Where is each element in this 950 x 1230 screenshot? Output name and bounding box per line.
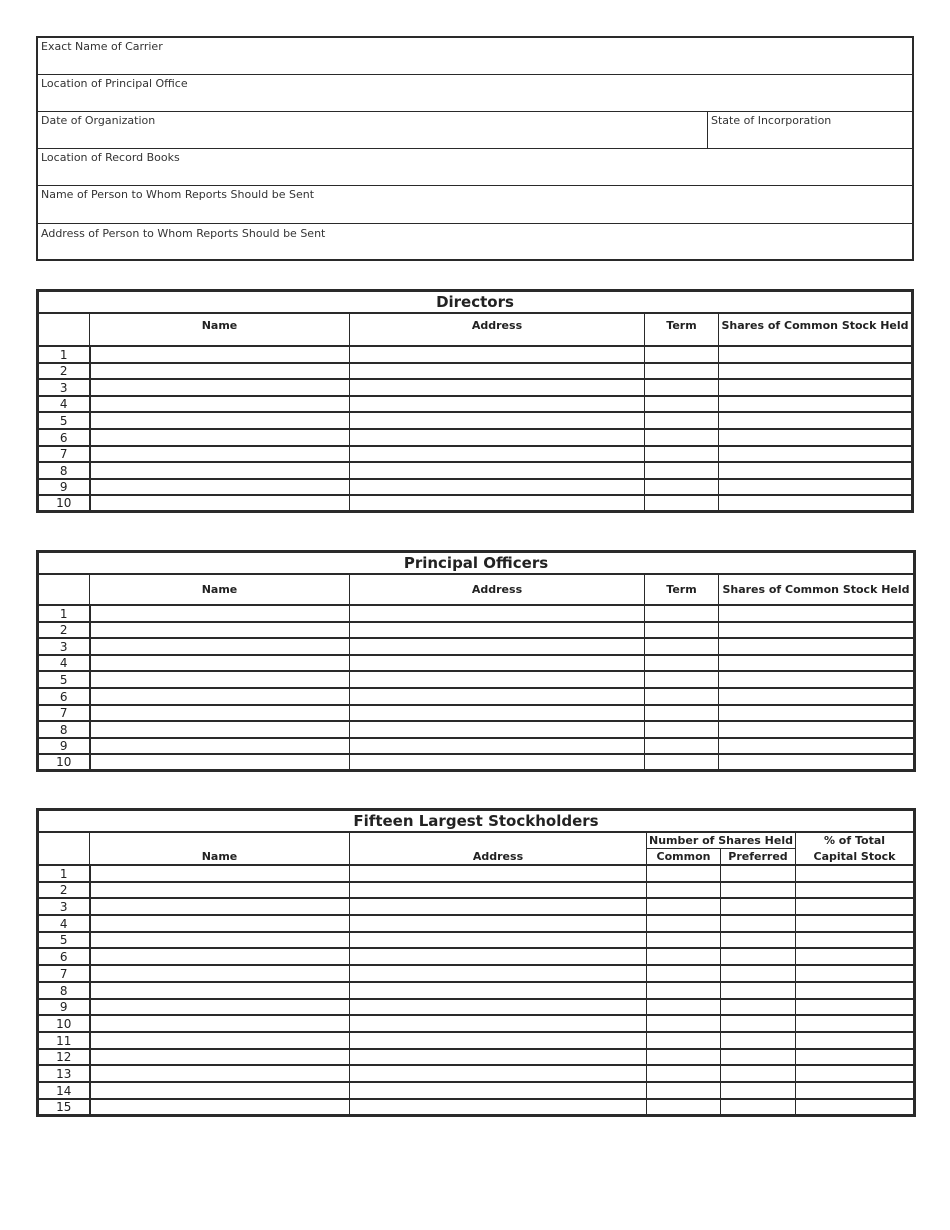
director-term-cell[interactable] [645, 363, 719, 380]
director-row-number: 1 [38, 346, 90, 363]
director-name-cell[interactable] [90, 412, 350, 429]
officer-term-cell[interactable] [645, 754, 719, 771]
record-books-field[interactable] [38, 164, 912, 186]
stockholder-common-cell[interactable] [647, 948, 721, 965]
stockholder-address-cell[interactable] [350, 932, 647, 949]
stockholder-row [38, 915, 915, 932]
directors-rownum-header [38, 313, 90, 346]
stockholder-row [38, 999, 915, 1016]
stockholder-pct-cell[interactable] [796, 1065, 915, 1082]
stockholder-pct-cell[interactable] [796, 948, 915, 965]
director-row [38, 446, 913, 463]
officer-row-number: 6 [38, 688, 90, 705]
officer-row [38, 705, 915, 722]
stockholder-row [38, 882, 915, 899]
stockholder-row-number: 13 [38, 1065, 90, 1082]
officer-term-cell[interactable] [645, 705, 719, 722]
stockholder-address-cell[interactable] [350, 1015, 647, 1032]
officer-term-cell[interactable] [645, 655, 719, 672]
stockholder-preferred-cell[interactable] [721, 1049, 796, 1066]
director-term-cell[interactable] [645, 412, 719, 429]
director-address-cell[interactable] [350, 363, 645, 380]
officer-name-cell[interactable] [90, 671, 350, 688]
stockholder-name-cell[interactable] [90, 1049, 350, 1066]
directors-body [38, 346, 913, 512]
stockholder-pct-cell[interactable] [796, 898, 915, 915]
stockholder-preferred-cell[interactable] [721, 1015, 796, 1032]
officer-name-cell[interactable] [90, 721, 350, 738]
officer-address-cell[interactable] [350, 622, 645, 639]
stockholder-pct-cell[interactable] [796, 882, 915, 899]
stockholder-name-cell[interactable] [90, 1015, 350, 1032]
director-name-cell[interactable] [90, 363, 350, 380]
officer-address-cell[interactable] [350, 738, 645, 755]
stockholder-common-cell[interactable] [647, 1032, 721, 1049]
stockholder-name-cell[interactable] [90, 948, 350, 965]
director-row [38, 396, 913, 413]
director-name-cell[interactable] [90, 495, 350, 512]
report-address-row [38, 223, 912, 258]
officer-name-cell[interactable] [90, 638, 350, 655]
stockholder-row-number: 2 [38, 882, 90, 899]
officer-row-number: 9 [38, 738, 90, 755]
directors-shares-header: Shares of Common Stock Held [719, 313, 913, 346]
preferred-shares-header: Preferred [721, 849, 796, 866]
director-address-cell[interactable] [350, 495, 645, 512]
stockholder-row [38, 965, 915, 982]
stockholder-name-cell[interactable] [90, 865, 350, 882]
stockholder-row-number: 9 [38, 999, 90, 1016]
officer-row [38, 738, 915, 755]
directors-address-header: Address [350, 313, 645, 346]
director-name-cell[interactable] [90, 429, 350, 446]
director-row-number: 6 [38, 429, 90, 446]
stockholder-name-cell[interactable] [90, 965, 350, 982]
stockholder-row [38, 1065, 915, 1082]
stockholder-preferred-cell[interactable] [721, 865, 796, 882]
stockholder-common-cell[interactable] [647, 1099, 721, 1116]
officer-term-cell[interactable] [645, 638, 719, 655]
officer-term-cell[interactable] [645, 738, 719, 755]
officer-row [38, 721, 915, 738]
officer-shares-cell[interactable] [719, 721, 915, 738]
director-row-number: 10 [38, 495, 90, 512]
date-organization-label: Date of Organization [41, 114, 156, 127]
stockholder-name-cell[interactable] [90, 1032, 350, 1049]
stockholder-row-number: 7 [38, 965, 90, 982]
director-address-cell[interactable] [350, 462, 645, 479]
officer-name-cell[interactable] [90, 738, 350, 755]
stockholder-address-cell[interactable] [350, 1065, 647, 1082]
director-address-cell[interactable] [350, 396, 645, 413]
officers-rownum-header [38, 574, 90, 605]
officer-term-cell[interactable] [645, 688, 719, 705]
director-name-cell[interactable] [90, 446, 350, 463]
stockholder-preferred-cell[interactable] [721, 915, 796, 932]
stockholder-row-number: 10 [38, 1015, 90, 1032]
stockholder-preferred-cell[interactable] [721, 982, 796, 999]
common-shares-header: Common [647, 849, 721, 866]
director-term-cell[interactable] [645, 462, 719, 479]
stockholder-name-cell[interactable] [90, 1082, 350, 1099]
column-divider [707, 112, 708, 149]
stockholder-name-cell[interactable] [90, 882, 350, 899]
stockholder-address-cell[interactable] [350, 915, 647, 932]
director-address-cell[interactable] [350, 479, 645, 496]
stockholder-preferred-cell[interactable] [721, 1099, 796, 1116]
director-row [38, 363, 913, 380]
stockholder-address-cell[interactable] [350, 965, 647, 982]
stockholder-preferred-cell[interactable] [721, 932, 796, 949]
officer-name-cell[interactable] [90, 605, 350, 622]
director-term-cell[interactable] [645, 346, 719, 363]
director-shares-cell[interactable] [719, 429, 913, 446]
stockholder-address-cell[interactable] [350, 999, 647, 1016]
shares-held-group-header: Number of Shares Held [647, 832, 796, 849]
stockholder-pct-cell[interactable] [796, 965, 915, 982]
stockholder-preferred-cell[interactable] [721, 898, 796, 915]
officer-row-number: 10 [38, 754, 90, 771]
officer-row-number: 1 [38, 605, 90, 622]
stockholder-pct-cell[interactable] [796, 1015, 915, 1032]
director-address-cell[interactable] [350, 446, 645, 463]
stockholder-common-cell[interactable] [647, 915, 721, 932]
carrier-info-box [36, 36, 914, 261]
officers-address-header: Address [350, 574, 645, 605]
stockholder-name-cell[interactable] [90, 932, 350, 949]
officer-shares-cell[interactable] [719, 688, 915, 705]
director-shares-cell[interactable] [719, 446, 913, 463]
stockholder-address-cell[interactable] [350, 865, 647, 882]
officers-title: Principal Officers [38, 552, 915, 575]
director-term-cell[interactable] [645, 479, 719, 496]
directors-term-header: Term [645, 313, 719, 346]
stockholder-common-cell[interactable] [647, 999, 721, 1016]
officer-address-cell[interactable] [350, 688, 645, 705]
officer-address-cell[interactable] [350, 605, 645, 622]
record-books-row [38, 148, 912, 186]
stockholder-pct-cell[interactable] [796, 999, 915, 1016]
stockholder-row [38, 1049, 915, 1066]
stockholder-common-cell[interactable] [647, 1082, 721, 1099]
stockholder-preferred-cell[interactable] [721, 1065, 796, 1082]
officer-address-cell[interactable] [350, 754, 645, 771]
director-row-number: 2 [38, 363, 90, 380]
stockholder-common-cell[interactable] [647, 982, 721, 999]
stockholders-name-header: Name [90, 832, 350, 865]
stockholder-address-cell[interactable] [350, 982, 647, 999]
director-shares-cell[interactable] [719, 346, 913, 363]
director-row-number: 5 [38, 412, 90, 429]
officer-name-cell[interactable] [90, 705, 350, 722]
state-incorporation-field[interactable] [709, 127, 912, 149]
director-row [38, 495, 913, 512]
organization-row [38, 111, 912, 149]
stockholder-address-cell[interactable] [350, 1049, 647, 1066]
officer-address-cell[interactable] [350, 705, 645, 722]
report-address-field[interactable] [38, 239, 912, 258]
stockholder-row-number: 5 [38, 932, 90, 949]
officer-row [38, 671, 915, 688]
stockholder-row [38, 948, 915, 965]
stockholder-name-cell[interactable] [90, 898, 350, 915]
director-term-cell[interactable] [645, 379, 719, 396]
stockholder-preferred-cell[interactable] [721, 965, 796, 982]
stockholders-address-header: Address [350, 832, 647, 865]
director-row-number: 7 [38, 446, 90, 463]
stockholder-preferred-cell[interactable] [721, 999, 796, 1016]
director-address-cell[interactable] [350, 346, 645, 363]
stockholder-row-number: 8 [38, 982, 90, 999]
director-shares-cell[interactable] [719, 495, 913, 512]
stockholder-common-cell[interactable] [647, 965, 721, 982]
officer-name-cell[interactable] [90, 655, 350, 672]
director-term-cell[interactable] [645, 429, 719, 446]
directors-table [36, 289, 914, 513]
stockholder-address-cell[interactable] [350, 1032, 647, 1049]
officer-row-number: 8 [38, 721, 90, 738]
stockholder-row-number: 14 [38, 1082, 90, 1099]
director-row [38, 479, 913, 496]
officers-shares-header: Shares of Common Stock Held [719, 574, 915, 605]
principal-office-label: Location of Principal Office [41, 77, 188, 90]
officer-row-number: 3 [38, 638, 90, 655]
stockholder-row-number: 6 [38, 948, 90, 965]
director-name-cell[interactable] [90, 346, 350, 363]
officer-name-cell[interactable] [90, 754, 350, 771]
director-shares-cell[interactable] [719, 462, 913, 479]
director-term-cell[interactable] [645, 396, 719, 413]
officer-term-cell[interactable] [645, 721, 719, 738]
report-person-field[interactable] [38, 201, 912, 223]
carrier-name-row [38, 38, 912, 74]
officer-row [38, 688, 915, 705]
officer-term-cell[interactable] [645, 605, 719, 622]
stockholder-row [38, 932, 915, 949]
officer-term-cell[interactable] [645, 622, 719, 639]
stockholder-row [38, 1099, 915, 1116]
director-row [38, 462, 913, 479]
state-incorporation-label: State of Incorporation [711, 114, 832, 127]
officer-term-cell[interactable] [645, 671, 719, 688]
stockholder-name-cell[interactable] [90, 999, 350, 1016]
director-row [38, 412, 913, 429]
officer-row [38, 754, 915, 771]
stockholder-common-cell[interactable] [647, 898, 721, 915]
officers-term-header: Term [645, 574, 719, 605]
director-row-number: 4 [38, 396, 90, 413]
stockholder-common-cell[interactable] [647, 1049, 721, 1066]
officers-body [38, 605, 915, 771]
officer-row [38, 622, 915, 639]
stockholders-table [36, 808, 916, 1117]
officers-name-header: Name [90, 574, 350, 605]
officer-shares-cell[interactable] [719, 605, 915, 622]
director-term-cell[interactable] [645, 495, 719, 512]
stockholder-pct-cell[interactable] [796, 1082, 915, 1099]
director-shares-cell[interactable] [719, 363, 913, 380]
officer-address-cell[interactable] [350, 671, 645, 688]
stockholder-row-number: 15 [38, 1099, 90, 1116]
stockholder-pct-cell[interactable] [796, 1049, 915, 1066]
stockholder-common-cell[interactable] [647, 865, 721, 882]
director-row-number: 9 [38, 479, 90, 496]
stockholder-pct-cell[interactable] [796, 865, 915, 882]
principal-office-field[interactable] [38, 90, 912, 111]
directors-name-header: Name [90, 313, 350, 346]
stockholder-name-cell[interactable] [90, 915, 350, 932]
stockholder-row [38, 865, 915, 882]
director-name-cell[interactable] [90, 462, 350, 479]
carrier-name-field[interactable] [38, 53, 912, 74]
stockholder-row-number: 12 [38, 1049, 90, 1066]
stockholder-address-cell[interactable] [350, 1082, 647, 1099]
director-row-number: 8 [38, 462, 90, 479]
stockholder-common-cell[interactable] [647, 1065, 721, 1082]
director-name-cell[interactable] [90, 479, 350, 496]
stockholder-pct-cell[interactable] [796, 932, 915, 949]
stockholder-row [38, 1082, 915, 1099]
report-person-row [38, 185, 912, 223]
stockholder-common-cell[interactable] [647, 932, 721, 949]
stockholder-row-number: 11 [38, 1032, 90, 1049]
officer-shares-cell[interactable] [719, 738, 915, 755]
director-row [38, 379, 913, 396]
stockholder-row [38, 898, 915, 915]
officer-shares-cell[interactable] [719, 622, 915, 639]
officer-name-cell[interactable] [90, 622, 350, 639]
stockholder-row [38, 982, 915, 999]
directors-title: Directors [38, 291, 913, 314]
stockholder-preferred-cell[interactable] [721, 948, 796, 965]
director-shares-cell[interactable] [719, 412, 913, 429]
report-address-label: Address of Person to Whom Reports Should be Sent [41, 227, 326, 240]
stockholder-row [38, 1032, 915, 1049]
director-name-cell[interactable] [90, 379, 350, 396]
stockholder-row [38, 1015, 915, 1032]
officer-row [38, 605, 915, 622]
officer-row [38, 638, 915, 655]
director-row-number: 3 [38, 379, 90, 396]
director-name-cell[interactable] [90, 396, 350, 413]
record-books-label: Location of Record Books [41, 151, 180, 164]
stockholder-address-cell[interactable] [350, 882, 647, 899]
director-address-cell[interactable] [350, 379, 645, 396]
stockholder-pct-cell[interactable] [796, 1099, 915, 1116]
director-address-cell[interactable] [350, 429, 645, 446]
carrier-name-label: Exact Name of Carrier [41, 40, 163, 53]
principal-office-row [38, 74, 912, 111]
director-shares-cell[interactable] [719, 396, 913, 413]
officer-shares-cell[interactable] [719, 671, 915, 688]
director-shares-cell[interactable] [719, 379, 913, 396]
officer-address-cell[interactable] [350, 721, 645, 738]
stockholder-address-cell[interactable] [350, 948, 647, 965]
stockholder-pct-cell[interactable] [796, 915, 915, 932]
stockholder-common-cell[interactable] [647, 1015, 721, 1032]
officer-row-number: 7 [38, 705, 90, 722]
stockholder-address-cell[interactable] [350, 898, 647, 915]
stockholder-pct-cell[interactable] [796, 1032, 915, 1049]
officer-shares-cell[interactable] [719, 705, 915, 722]
stockholder-name-cell[interactable] [90, 1099, 350, 1116]
director-term-cell[interactable] [645, 446, 719, 463]
stockholder-preferred-cell[interactable] [721, 1082, 796, 1099]
director-address-cell[interactable] [350, 412, 645, 429]
officer-address-cell[interactable] [350, 655, 645, 672]
director-shares-cell[interactable] [719, 479, 913, 496]
pct-total-header-line2: Capital Stock [796, 849, 915, 866]
stockholder-name-cell[interactable] [90, 1065, 350, 1082]
officer-address-cell[interactable] [350, 638, 645, 655]
officers-table [36, 550, 916, 772]
pct-total-header-line1: % of Total [796, 832, 915, 849]
report-person-label: Name of Person to Whom Reports Should be Sent [41, 188, 315, 201]
stockholder-pct-cell[interactable] [796, 982, 915, 999]
stockholder-common-cell[interactable] [647, 882, 721, 899]
stockholder-preferred-cell[interactable] [721, 1032, 796, 1049]
stockholders-title: Fifteen Largest Stockholders [38, 810, 915, 833]
director-row [38, 429, 913, 446]
director-row [38, 346, 913, 363]
stockholder-row-number: 3 [38, 898, 90, 915]
stockholders-body [38, 865, 915, 1115]
stockholder-preferred-cell[interactable] [721, 882, 796, 899]
officer-shares-cell[interactable] [719, 655, 915, 672]
officer-shares-cell[interactable] [719, 638, 915, 655]
officer-name-cell[interactable] [90, 688, 350, 705]
stockholder-name-cell[interactable] [90, 982, 350, 999]
date-organization-field[interactable] [38, 127, 707, 149]
stockholders-rownum-header [38, 832, 90, 865]
officer-row-number: 5 [38, 671, 90, 688]
officer-shares-cell[interactable] [719, 754, 915, 771]
officer-row [38, 655, 915, 672]
stockholder-row-number: 1 [38, 865, 90, 882]
stockholder-row-number: 4 [38, 915, 90, 932]
officer-row-number: 4 [38, 655, 90, 672]
officer-row-number: 2 [38, 622, 90, 639]
stockholder-address-cell[interactable] [350, 1099, 647, 1116]
